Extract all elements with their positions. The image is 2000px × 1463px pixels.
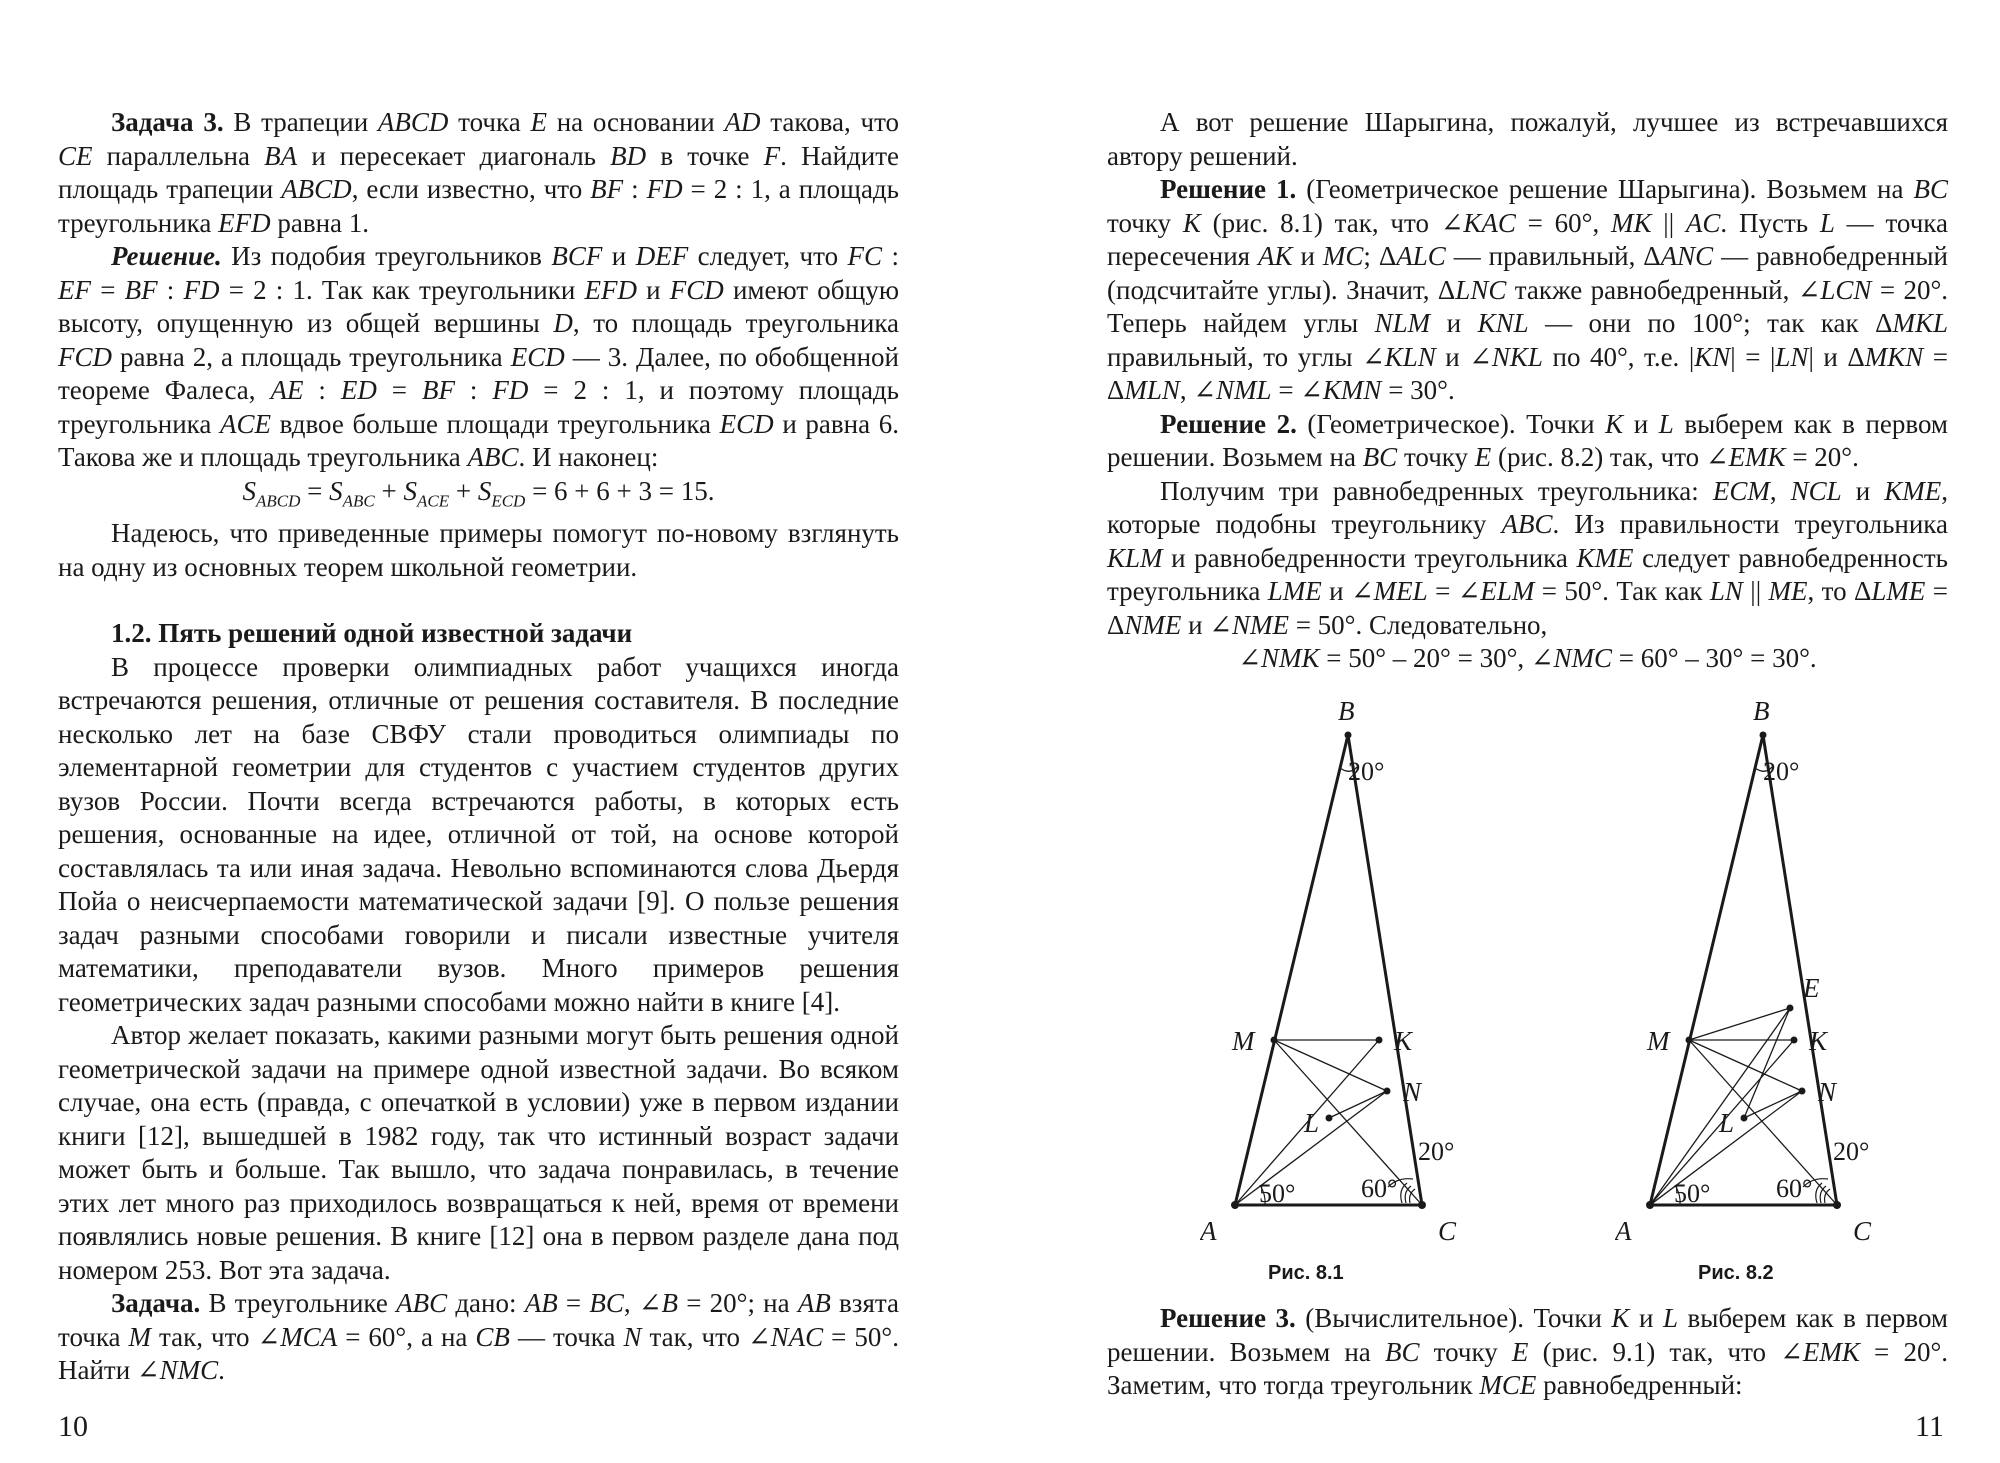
solution-3 <box>1107 1302 1948 1403</box>
section-heading: 1.2. Пять решений одной известной задачи <box>111 618 633 649</box>
fig2-angle-50: 50° <box>1674 1179 1711 1208</box>
fig2-label-c: C <box>1853 1216 1872 1246</box>
angle-formula-text: ∠NMK = 50° – 20° = 30°, ∠NMC = 60° – 30° = 30°. <box>1238 643 1817 673</box>
fig2-label-k: K <box>1809 1026 1828 1056</box>
solution-3-text: (Вычислительное). Точки K и L выберем как в первом решении. Возьмем на BC точку E (рис. 9.1) так, что ∠EMK = 20°. Заметим, что тогда треугольник MCE равнобедренный: <box>1107 1303 1949 1400</box>
figure-8-1-caption: Рис. 8.1 <box>1268 1262 1344 1284</box>
fig1-label-m: M <box>1232 1026 1255 1056</box>
angle-formula <box>1107 642 1948 676</box>
solution-label: Решение. <box>111 241 222 271</box>
left-page <box>0 0 990 1463</box>
area-formula: $S_{ABCD} = S_{ABC} + S_{ACE} + S_{ECD} = 6 + 6 + 3 = 15$. <box>242 475 715 510</box>
closing-paragraph: Надеюсь, что приведенные примеры помогут по-новому взглянуть на одну из основных теорем школьной геометрии. <box>58 518 899 582</box>
problem-3-text: В трапеции ABCD точка E на основании AD такова, что CE параллельна BA и пересекает диагональ BD в точке F. Найдите площадь трапеции ABCD, если известно, что BF : FD = 2 : 1, а площадь треугольника EFD равна 1. <box>58 107 900 238</box>
fig1-label-b: B <box>1338 696 1355 726</box>
solution-2-continued <box>1107 475 1948 643</box>
solution-2-text: (Геометрическое). Точки K и L выберем как в первом решении. Возьмем на BC точку E (рис. 8.2) так, что ∠EMK = 20°. <box>1107 408 1949 472</box>
fig1-label-a: A <box>1200 1216 1217 1246</box>
fig2-label-e: E <box>1803 973 1820 1003</box>
figure-8-1 <box>1200 690 1480 1255</box>
solution-1 <box>1107 173 1948 408</box>
right-text-column-top <box>1107 106 1948 676</box>
problem-3-label: Задача 3. <box>111 107 224 137</box>
problem-3-solution <box>58 240 899 475</box>
fig1-angle-c-top: 20° <box>1418 1137 1455 1166</box>
solution-2-label: Решение 2. <box>1160 408 1297 439</box>
fig2-label-n: N <box>1818 1077 1837 1107</box>
solution-1-text: (Геометрическое решение Шарыгина). Возьмем на BC точку K (рис. 8.1) так, что ∠KAC = 60°, MK || AC. Пусть L — точка пересечения AK и MC; ΔALC — правильный, ΔANC — равнобедренный (подсчитайте углы). Значит, ΔLNC также равнобедренный, ∠LCN = 20°. Теперь найдем углы NLM и KNL — они по 100°; так как ΔMKL правильный, то углы ∠KLN и ∠NKL по 40°, т.е. |KN| = |LN| и ΔMKN = ΔMLN, ∠NML = ∠KMN = 30°. <box>1107 174 1949 405</box>
right-text-column-bottom <box>1107 1302 1948 1403</box>
solution-1-label: Решение 1. <box>1160 174 1297 204</box>
fig1-angle-b: 20° <box>1348 757 1385 786</box>
solution-3-label: Решение 3. <box>1160 1303 1296 1333</box>
fig2-angle-c-top: 20° <box>1833 1137 1870 1166</box>
fig1-angle-50: 50° <box>1259 1179 1296 1208</box>
page-number-left: 10 <box>58 1410 88 1443</box>
main-problem-label: Задача. <box>111 1288 201 1319</box>
main-problem-text: В треугольнике ABC дано: AB = BC, ∠B = 20°; на AB взята точка M так, что ∠MCA = 60°, а на CB — точка N так, что ∠NAC = 50°. Найти ∠NMC. <box>58 1288 899 1386</box>
left-text-column <box>58 106 899 1388</box>
fig2-label-a: A <box>1615 1216 1632 1246</box>
right-page <box>1000 0 2000 1463</box>
page-number-right: 11 <box>1915 1410 1944 1443</box>
fig2-label-l: L <box>1719 1108 1735 1138</box>
fig2-label-b: B <box>1753 696 1770 726</box>
fig1-label-n: N <box>1403 1077 1422 1107</box>
solution-2 <box>1107 408 1948 475</box>
figure-8-2-caption: Рис. 8.2 <box>1698 1262 1774 1284</box>
author-paragraph: Автор желает показать, какими разными могут быть решения одной геометрической задачи на примере одной известной задачи. Во всяком случае, она есть (правда, с опечаткой в условии) уже в первом издании книги [12], вышедшей в 1982 году, так что истинный возраст задачи может быть и больше. Так вышло, что задача понравилась, в течение этих лет много раз приходилось возвращаться к ней, время от времени появлялись новые решения. В книге [12] она в первом разделе дана под номером 253. Вот эта задача. <box>58 1020 899 1285</box>
solution-2-continued-text: Получим три равнобедренных треугольника: ECM, NCL и KME, которые подобны треугольнику ABC. Из правильности треугольника KLM и равнобедренности треугольника KME следует равнобедренность треугольника LME и ∠MEL = ∠ELM = 50°. Так как LN || ME, то ΔLME = ΔNME и ∠NME = 50°. Следовательно, <box>1107 475 1949 640</box>
problem-3-statement <box>58 106 899 240</box>
sharygin-intro: А вот решение Шарыгина, пожалуй, лучшее из встречавшихся автору решений. <box>1107 107 1948 171</box>
fig1-angle-60: 60° <box>1361 1174 1398 1203</box>
intro-paragraph: В процессе проверки олимпиадных работ учащихся иногда встречаются решения, отличные от решения составителя. В последние несколько лет на базе СВФУ стали проводиться олимпиады по элементарной геометрии для студентов с участием студентов других вузов России. Почти всегда встречаются работы, в которых есть решения, основанные на идее, отличной от той, на основе которой составлялась та или иная задача. Невольно вспоминаются слова Дьердя Пойа о неисчерпаемости математической задачи [9]. О пользе решения задач разными способами говорили и писали известные учителя математики, преподаватели вузов. Много примеров решения геометрических задач разными способами можно найти в книге [4]. <box>58 651 899 1017</box>
figure-8-2 <box>1615 690 1895 1255</box>
fig2-label-m: M <box>1647 1026 1670 1056</box>
fig1-label-k: K <box>1394 1026 1413 1056</box>
fig2-angle-60: 60° <box>1776 1174 1813 1203</box>
fig2-angle-b: 20° <box>1763 757 1800 786</box>
fig1-label-l: L <box>1304 1108 1320 1138</box>
solution-text: Из подобия треугольников BCF и DEF следует, что FC : EF = BF : FD = 2 : 1. Так как треугольники EFD и FCD имеют общую высоту, опущенную из общей вершины D, то площадь треугольника FCD равна 2, а площадь треугольника ECD — 3. Далее, по обобщенной теореме Фалеса, AE : ED = BF : FD = 2 : 1, и поэтому площадь треугольника ACE вдвое больше площади треугольника ECD и равна 6. Такова же и площадь треугольника ABC. И наконец: <box>58 241 900 472</box>
fig1-label-c: C <box>1438 1216 1457 1246</box>
main-problem-statement <box>58 1287 899 1388</box>
